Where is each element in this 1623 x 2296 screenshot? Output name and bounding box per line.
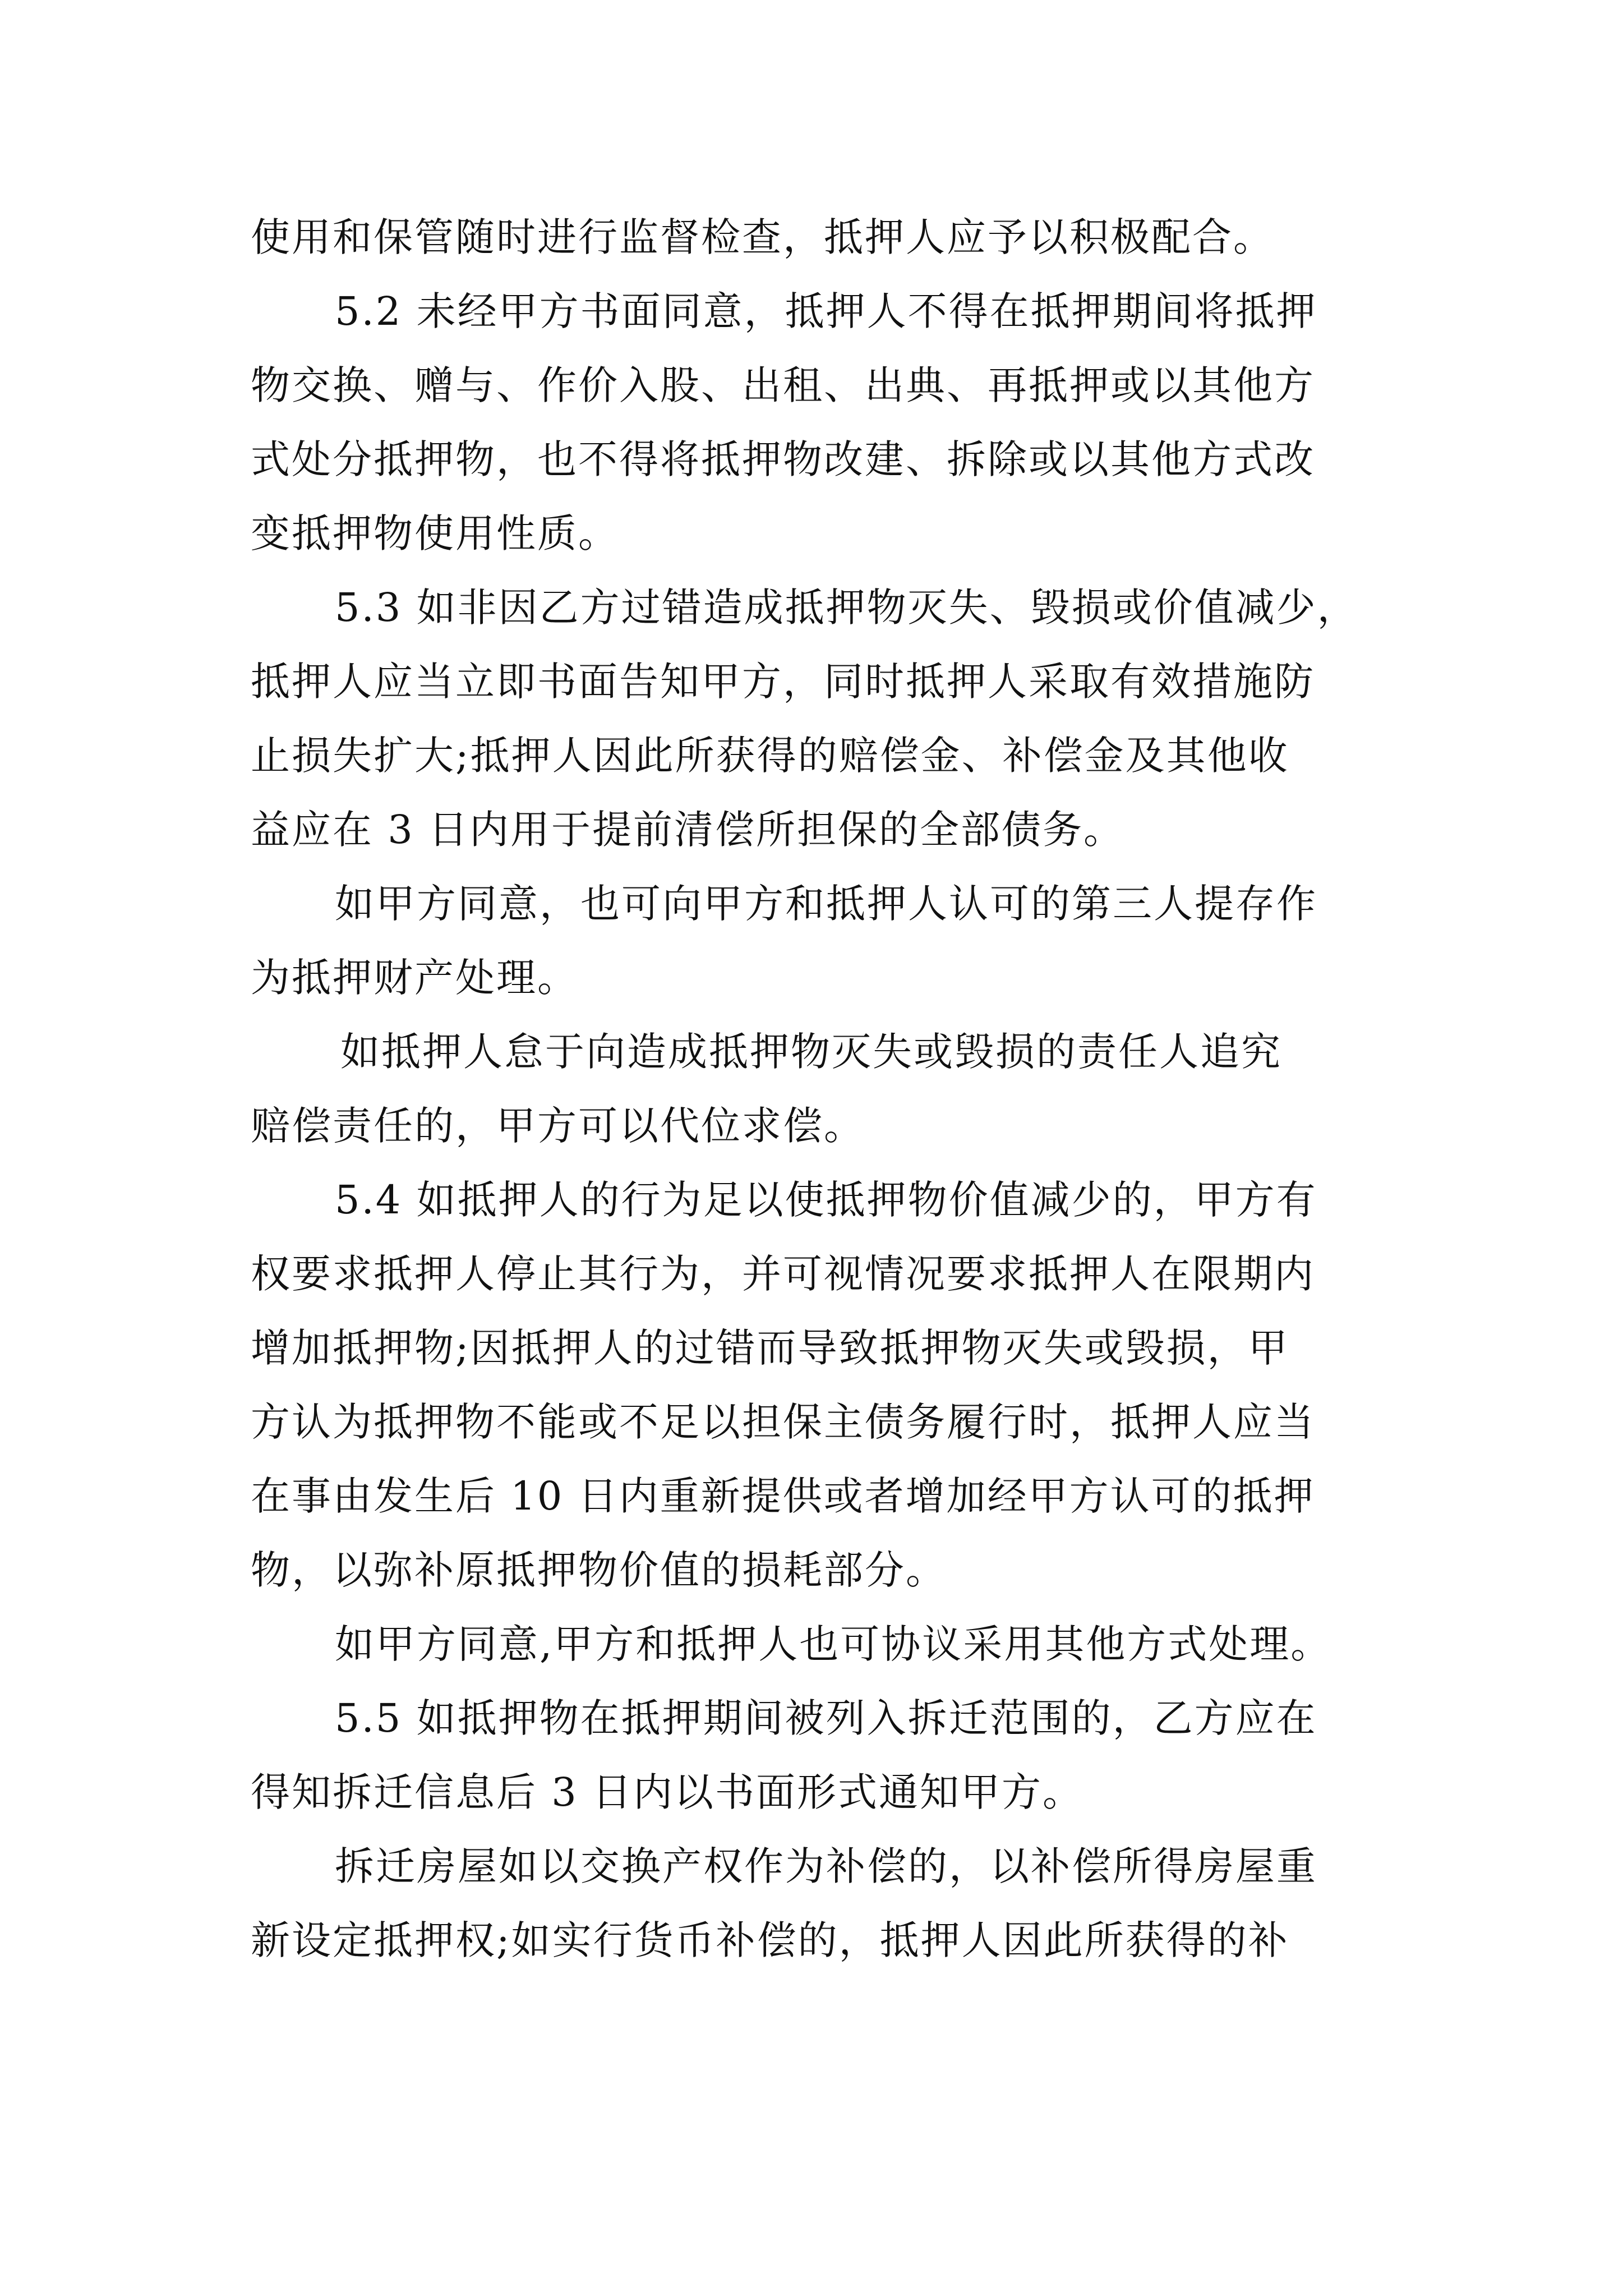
text-line-9: 益应在 3 日内用于提前清偿所担保的全部债务。 [251,807,1125,853]
text-line-20: 如甲方同意,甲方和抵押人也可协议采用其他方式处理。 [335,1621,1332,1667]
text-line-4: 式处分抵押物，也不得将抵押物改建、拆除或以其他方式改 [251,436,1315,482]
text-line-7: 抵押人应当立即书面告知甲方，同时抵押人采取有效措施防 [251,659,1315,705]
text-line-18: 在事由发生后 10 日内重新提供或者增加经甲方认可的抵押 [251,1473,1315,1519]
text-line-15: 权要求抵押人停止其行为，并可视情况要求抵押人在限期内 [251,1251,1315,1297]
text-line-13: 赔偿责任的，甲方可以代位求偿。 [251,1103,865,1149]
text-line-11: 为抵押财产处理。 [251,955,578,1001]
text-line-24: 新设定抵押权;如实行货币补偿的，抵押人因此所获得的补 [251,1917,1289,1963]
text-line-10: 如甲方同意，也可向甲方和抵押人认可的第三人提存作 [335,881,1317,927]
text-line-1: 使用和保管随时进行监督检查，抵押人应予以积极配合。 [251,214,1274,260]
text-line-8: 止损失扩大;抵押人因此所获得的赔偿金、补偿金及其他收 [251,733,1289,779]
text-line-19: 物，以弥补原抵押物价值的损耗部分。 [251,1547,947,1593]
text-line-12: 如抵押人怠于向造成抵押物灭失或毁损的责任人追究 [340,1029,1282,1075]
text-line-21: 5.5 如抵押物在抵押期间被列入拆迁范围的，乙方应在 [335,1695,1317,1741]
text-line-23: 拆迁房屋如以交换产权作为补偿的，以补偿所得房屋重 [335,1843,1317,1889]
text-line-17: 方认为抵押物不能或不足以担保主债务履行时，抵押人应当 [251,1399,1315,1445]
text-line-14: 5.4 如抵押人的行为足以使抵押物价值减少的，甲方有 [335,1177,1317,1223]
text-line-6: 5.3 如非因乙方过错造成抵押物灭失、毁损或价值减少， [335,585,1358,631]
text-line-22: 得知拆迁信息后 3 日内以书面形式通知甲方。 [251,1769,1084,1815]
text-line-16: 增加抵押物;因抵押人的过错而导致抵押物灭失或毁损，甲 [251,1325,1289,1371]
text-line-5: 变抵押物使用性质。 [251,510,619,556]
text-line-2: 5.2 未经甲方书面同意，抵押人不得在抵押期间将抵押 [335,288,1317,334]
text-line-3: 物交换、赠与、作价入股、出租、出典、再抵押或以其他方 [251,362,1315,408]
